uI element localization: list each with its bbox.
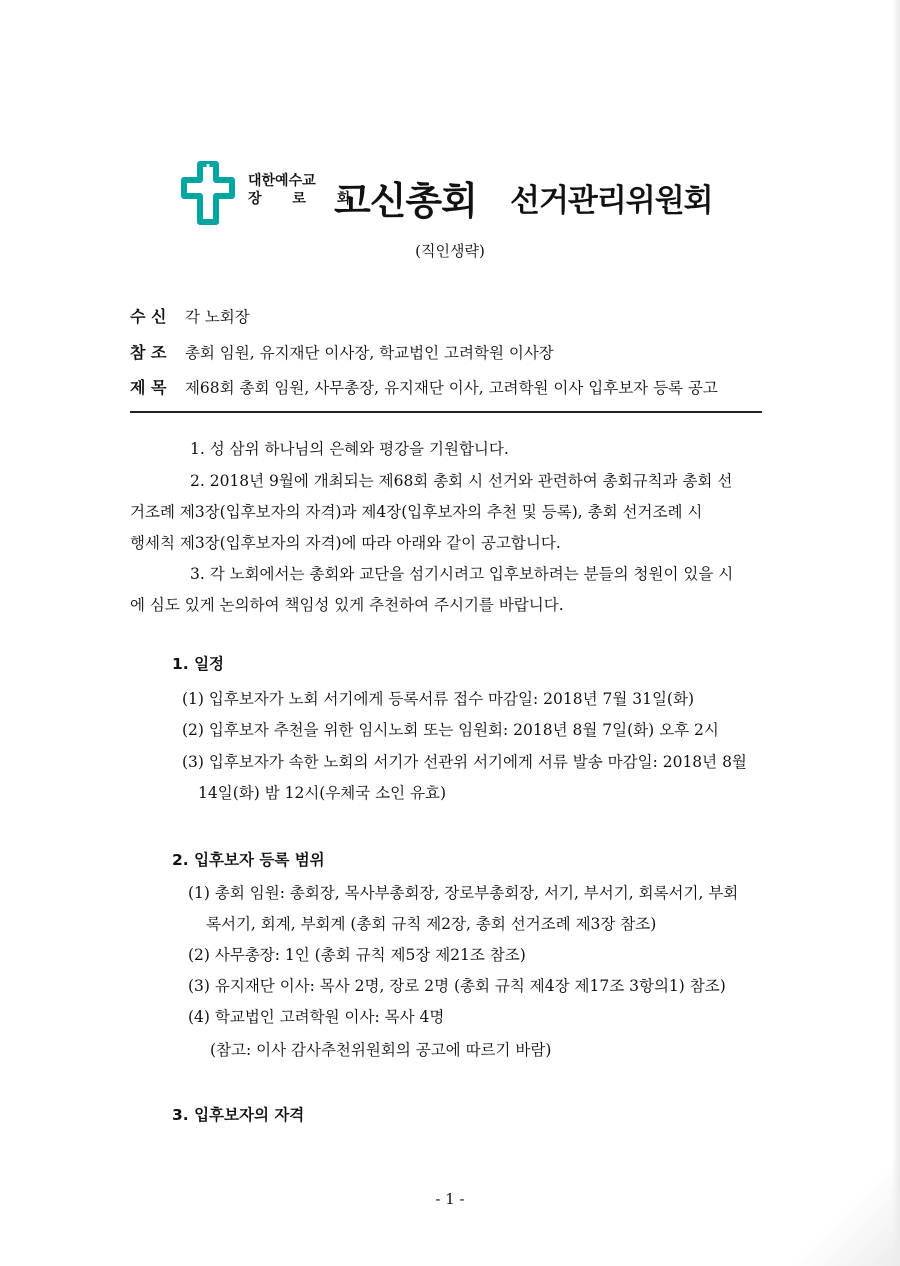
scope-item-1-line-1: (1) 총회 임원: 총회장, 목사부총회장, 장로부총회장, 서기, 부서기, 회록서기, 부회 [188, 884, 739, 902]
committee-name: 선거관리위원회 [510, 183, 713, 219]
cc-value: 총회 임원, 유지재단 이사장, 학교법인 고려학원 이사장 [184, 344, 554, 362]
page-number: - 1 - [435, 1190, 465, 1208]
cross-logo-icon [178, 160, 236, 226]
cc-label: 참 조 [130, 343, 167, 362]
schedule-item-3-line-2: 14일(화) 밤 12시(우체국 소인 유효) [198, 784, 447, 802]
paragraph-3-line-1: 3. 각 노회에서는 총회와 교단을 섬기시려고 입후보하려는 분들의 청원이 있을 시 [190, 565, 734, 583]
schedule-item-1: (1) 입후보자가 노회 서기에게 등록서류 접수 마감일: 2018년 7월 31일(화) [182, 690, 694, 708]
org-affiliation-line1: 대한예수교 [248, 173, 316, 189]
org-affiliation [248, 172, 364, 208]
recipient-row [130, 304, 250, 327]
paragraph-2-line-2: 거조례 제3장(입후보자의 자격)과 제4장(입후보자의 추천 및 등록), 총회 선거조례 시 [130, 503, 703, 521]
schedule-item-2: (2) 입후보자 추천을 위한 임시노회 또는 임원회: 2018년 8월 7일(화) 오후 2시 [182, 721, 719, 739]
subject-value: 제68회 총회 임원, 사무총장, 유지재단 이사, 고려학원 이사 입후보자 등록 공고 [184, 379, 718, 397]
header-divider [130, 411, 762, 413]
org-affiliation-line2: 장 로 회 [248, 191, 364, 207]
page-edge-shadow [892, 0, 900, 1266]
letterhead [178, 160, 738, 232]
paragraph-2-line-3: 행세칙 제3장(입후보자의 자격)에 따라 아래와 같이 공고합니다. [130, 534, 561, 552]
paragraph-3-line-2: 에 심도 있게 논의하여 책임성 있게 추천하여 주시기를 바랍니다. [130, 596, 564, 614]
subject-row [130, 375, 718, 398]
scope-note: (참고: 이사 감사추천위원회의 공고에 따르기 바람) [210, 1041, 552, 1059]
scope-item-2: (2) 사무총장: 1인 (총회 규칙 제5장 제21조 참조) [188, 946, 526, 964]
recipient-label: 수 신 [130, 307, 167, 326]
scope-item-3: (3) 유지재단 이사: 목사 2명, 장로 2명 (총회 규칙 제4장 제17조 3항의1) 참조) [188, 977, 726, 995]
schedule-item-3-line-1: (3) 입후보자가 속한 노회의 서기가 선관위 서기에게 서류 발송 마감일: 2018년 8월 [182, 753, 747, 771]
cc-row [130, 340, 554, 363]
seal-note: (직인생략) [415, 242, 485, 260]
subject-label: 제 목 [130, 378, 167, 397]
org-name: 고신총회 [334, 179, 477, 223]
section-1-title: 1. 일정 [172, 655, 225, 673]
paragraph-2-line-1: 2. 2018년 9월에 개최되는 제68회 총회 시 선거와 관련하여 총회규칙과 총회 선 [190, 472, 733, 490]
section-2-title: 2. 입후보자 등록 범위 [172, 851, 325, 869]
recipient-value: 각 노회장 [184, 308, 250, 326]
scope-item-1-line-2: 록서기, 회계, 부회계 (총회 규칙 제2장, 총회 선거조례 제3장 참조) [206, 915, 657, 933]
section-3-title: 3. 입후보자의 자격 [172, 1106, 305, 1124]
paragraph-1: 1. 성 삼위 하나님의 은혜와 평강을 기원합니다. [190, 440, 509, 458]
scope-item-4: (4) 학교법인 고려학원 이사: 목사 4명 [188, 1008, 445, 1026]
